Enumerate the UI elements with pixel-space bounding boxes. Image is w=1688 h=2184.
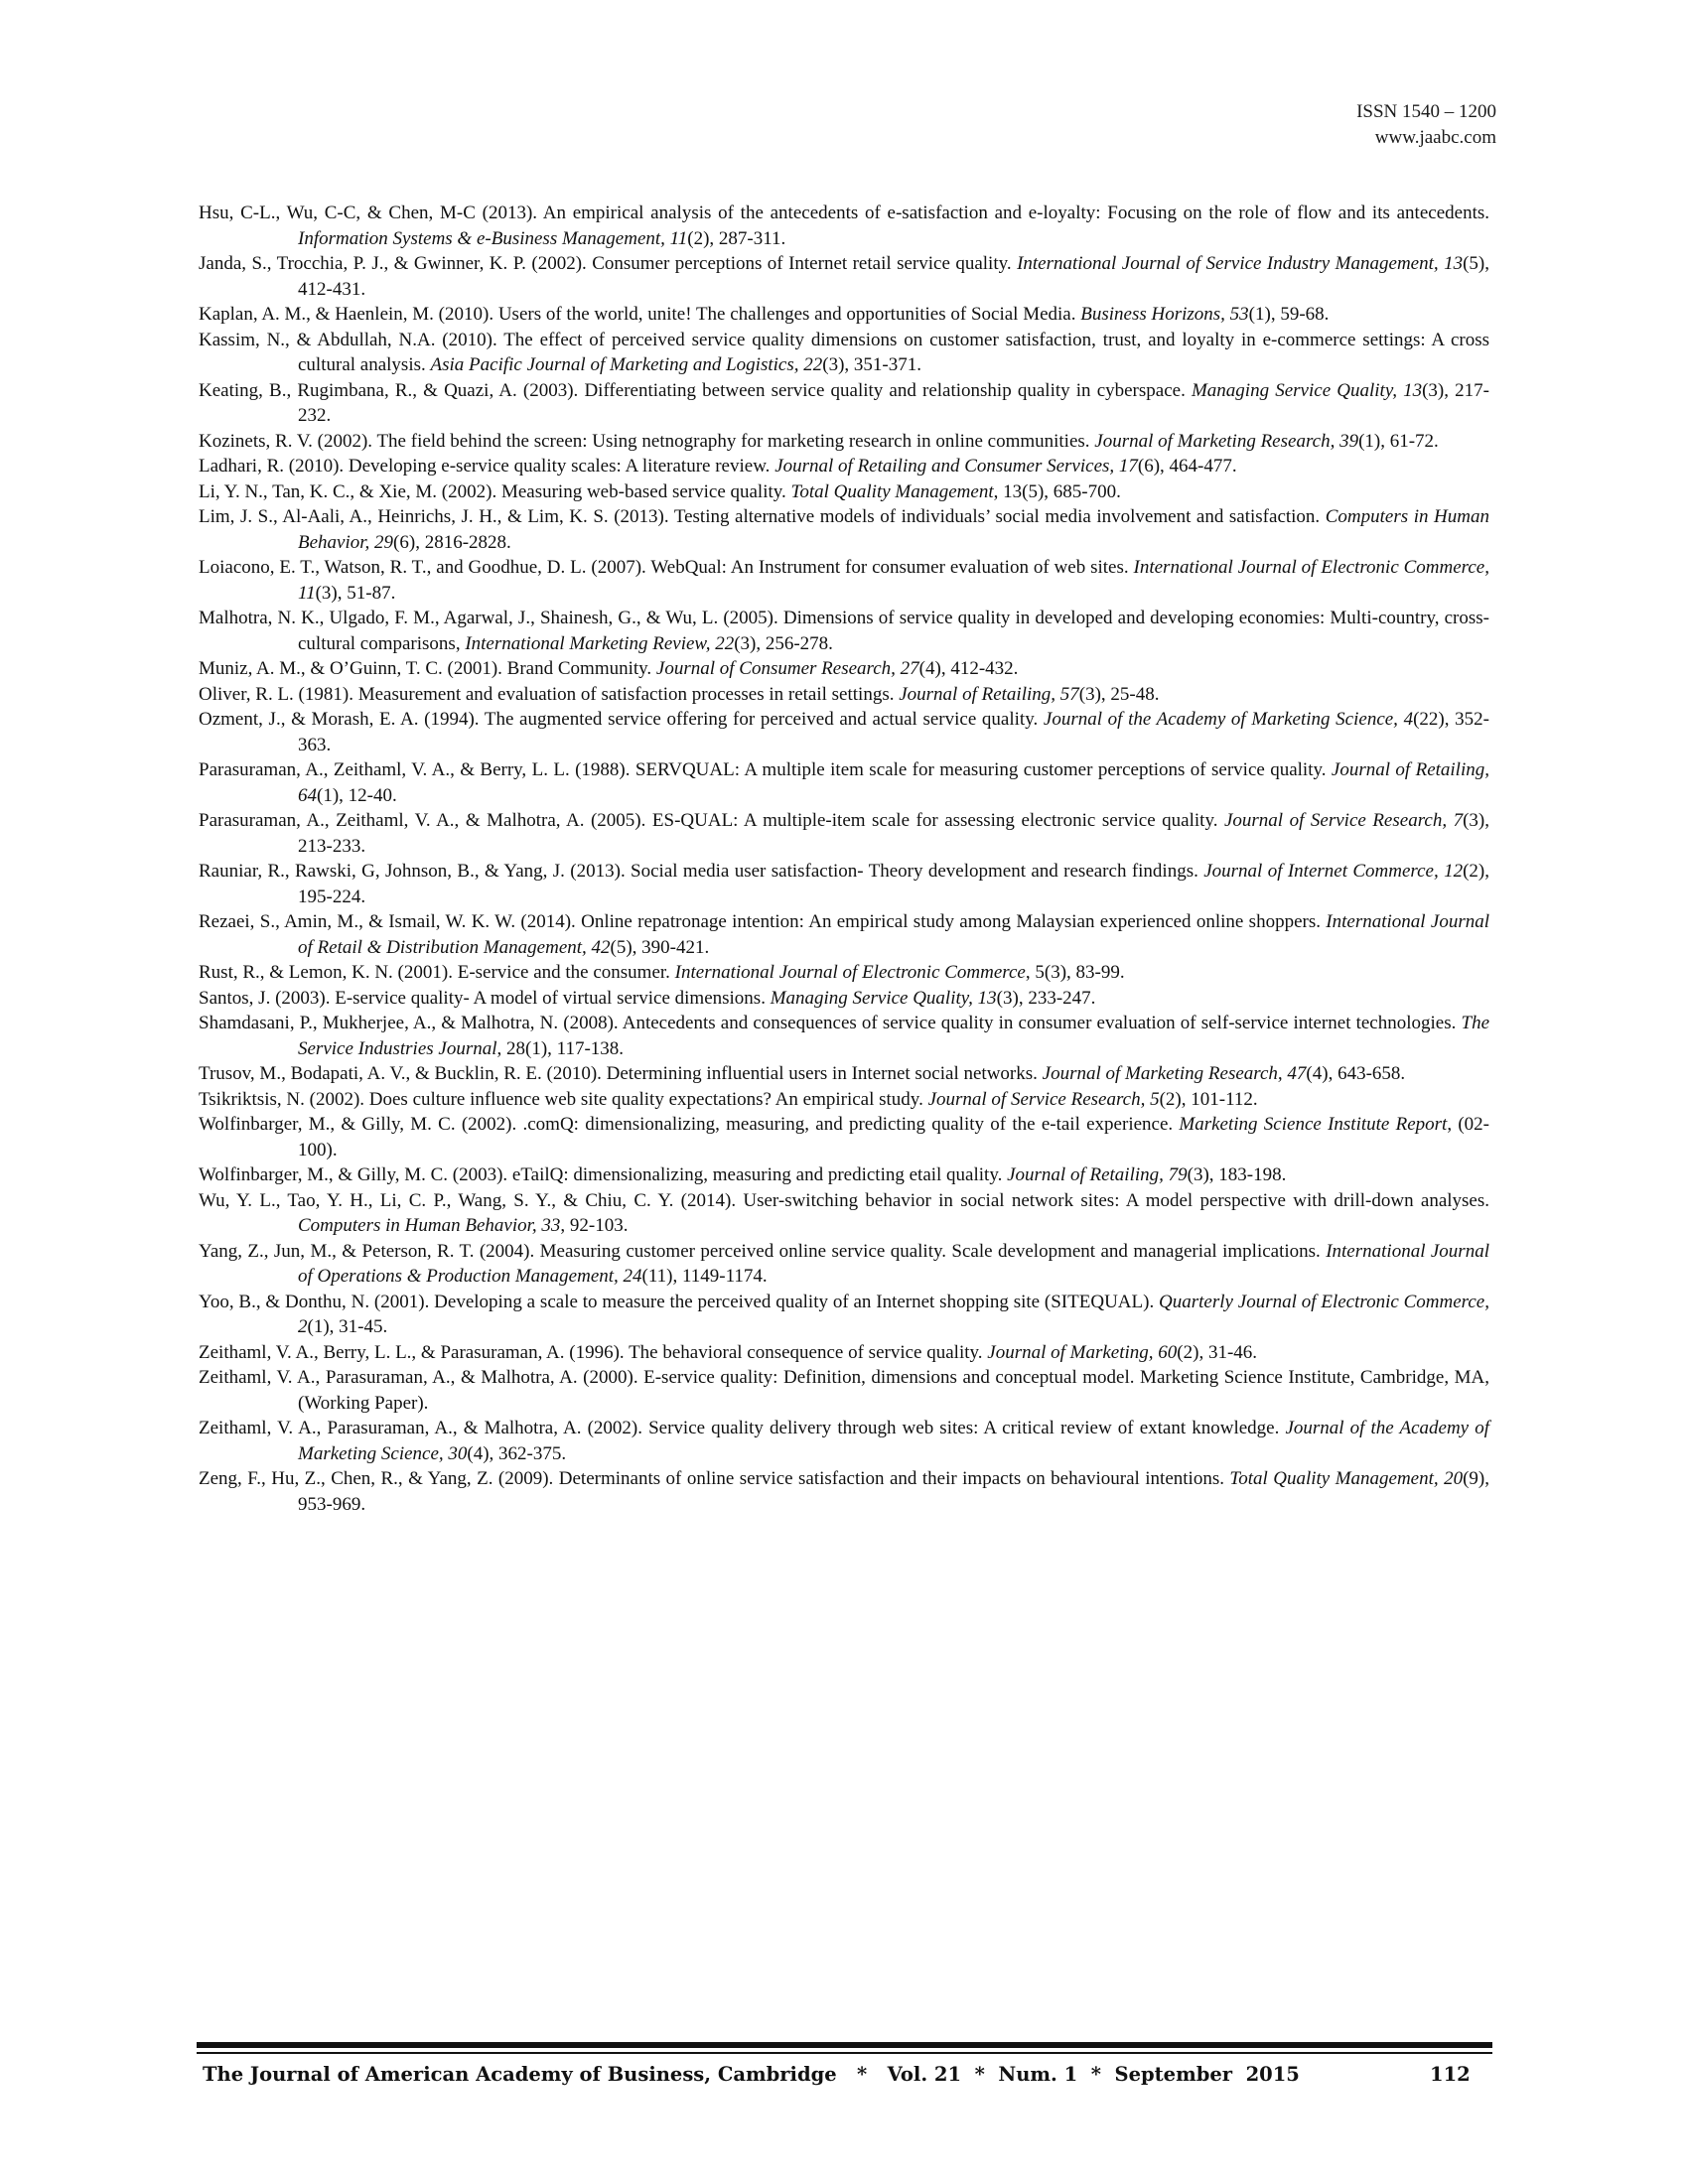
reference-journal: International Journal of Service Industry Management, 13 (1017, 253, 1464, 274)
reference-volume-pages: (1), 12-40. (317, 784, 397, 806)
reference-entry (199, 1087, 1489, 1113)
reference-journal: Journal of Retailing, 79 (1007, 1164, 1188, 1185)
reference-journal: Journal of the Academy of Marketing Science, 4 (1043, 709, 1414, 730)
reference-journal: Journal of Internet Commerce, 12 (1203, 861, 1464, 882)
reference-entry (199, 656, 1489, 682)
reference-journal: Marketing Science Institute Report (1179, 1114, 1448, 1135)
reference-entry (199, 555, 1489, 606)
reference-volume-pages: (5), 390-421. (610, 936, 710, 958)
reference-text: Rezaei, S., Amin, M., & Ismail, W. K. W. (2014). Online repatronage intention: An empirical study among Malaysian experienced online shoppers. (199, 911, 1327, 932)
reference-entry (199, 1416, 1489, 1466)
issn-label: ISSN 1540 – 1200 (1356, 101, 1496, 122)
reference-journal: Journal of Retailing, 64 (298, 759, 1489, 806)
reference-journal: International Journal of Operations & Production Management, 24 (298, 1240, 1489, 1287)
reference-volume-pages: , (02-100). (298, 1114, 1489, 1160)
reference-journal: Journal of Consumer Research, 27 (655, 658, 919, 679)
reference-journal: The Service Industries Journal (298, 1013, 1489, 1059)
reference-volume-pages: (9), 953-969. (298, 1468, 1489, 1515)
reference-text: Kozinets, R. V. (2002). The field behind the screen: Using netnography for marketing research in online communities. (199, 430, 1095, 452)
reference-entry (199, 1466, 1489, 1517)
reference-journal: Managing Service Quality, 13 (770, 987, 997, 1009)
reference-text: Hsu, C-L., Wu, C-C, & Chen, M-C (2013). An empirical analysis of the antecedents of e-satisfaction and e-loyalty: Focusing on the role of flow and its antecedents. (199, 203, 1489, 223)
reference-text: Loiacono, E. T., Watson, R. T., and Goodhue, D. L. (2007). WebQual: An Instrument for consumer evaluation of web sites. (199, 557, 1134, 578)
reference-journal: Total Quality Management, 20 (1229, 1468, 1464, 1489)
reference-journal: Journal of Retailing, 57 (899, 683, 1079, 705)
reference-text: Parasuraman, A., Zeithaml, V. A., & Malhotra, A. (2005). ES-QUAL: A multiple-item scale for assessing electronic service quality. (199, 810, 1224, 831)
reference-journal: Quarterly Journal of Electronic Commerce, 2 (298, 1291, 1489, 1337)
reference-text: Tsikriktsis, N. (2002). Does culture influence web site quality expectations? An empirical study. (199, 1088, 928, 1110)
reference-volume-pages: (4), 412-432. (918, 658, 1019, 679)
reference-text: Rauniar, R., Rawski, G, Johnson, B., & Yang, J. (2013). Social media user satisfaction- Theory development and research findings. (199, 861, 1204, 882)
reference-volume-pages: (3), 217-232. (298, 379, 1489, 426)
reference-volume-pages: (1), 31-45. (307, 1316, 388, 1337)
reference-volume-pages: (5), 412-431. (298, 253, 1489, 300)
reference-text: Li, Y. N., Tan, K. C., & Xie, M. (2002). Measuring web-based service quality. (199, 480, 791, 502)
reference-journal: Business Horizons, 53 (1080, 304, 1249, 325)
reference-entry (199, 328, 1489, 378)
reference-journal: Journal of Service Research, 5 (927, 1088, 1160, 1110)
reference-entry (199, 986, 1489, 1012)
reference-entry (199, 302, 1489, 328)
reference-journal: Journal of the Academy of Marketing Science, 30 (298, 1418, 1489, 1464)
reference-entry (199, 479, 1489, 505)
reference-entry (199, 808, 1489, 859)
reference-entry (199, 1290, 1489, 1340)
reference-text: Keating, B., Rugimbana, R., & Quazi, A. (2003). Differentiating between service quality and relationship quality in cyberspace. (199, 379, 1192, 401)
reference-entry (199, 251, 1489, 302)
reference-entry (199, 682, 1489, 708)
reference-journal: Journal of Marketing, 60 (987, 1341, 1178, 1363)
reference-volume-pages: (6), 464-477. (1137, 456, 1237, 477)
reference-entry (199, 201, 1489, 251)
reference-volume-pages: (3), 51-87. (315, 582, 396, 604)
reference-volume-pages: (3), 233-247. (996, 987, 1096, 1009)
reference-volume-pages: (3), 351-371. (822, 354, 921, 375)
reference-text: Janda, S., Trocchia, P. J., & Gwinner, K. P. (2002). Consumer perceptions of Internet retail service quality. (199, 253, 1018, 274)
reference-volume-pages: (6), 2816-2828. (393, 531, 511, 553)
reference-text: Oliver, R. L. (1981). Measurement and evaluation of satisfaction processes in retail settings. (199, 683, 900, 705)
reference-volume-pages: (1), 59-68. (1248, 304, 1330, 325)
reference-volume-pages: , 5(3), 83-99. (1025, 962, 1125, 983)
reference-journal: International Journal of Retail & Distribution Management, 42 (298, 911, 1489, 958)
reference-volume-pages: (22), 352-363. (298, 709, 1489, 755)
reference-volume-pages: (3), 183-198. (1187, 1164, 1287, 1185)
page-footer (203, 2063, 1470, 2086)
reference-volume-pages: (3), 25-48. (1078, 683, 1160, 705)
reference-entry (199, 504, 1489, 555)
reference-volume-pages: , 28(1), 117-138. (496, 1037, 625, 1059)
reference-text: Rust, R., & Lemon, K. N. (2001). E-service and the consumer. (199, 962, 675, 983)
page-number: 112 (1430, 2063, 1471, 2086)
reference-journal: International Journal of Electronic Commerce, 11 (298, 557, 1489, 604)
website-label: www.jaabc.com (1374, 127, 1496, 148)
reference-volume-pages: (4), 643-658. (1306, 1063, 1406, 1084)
reference-journal: Total Quality Management (790, 480, 994, 502)
reference-journal: International Journal of Electronic Commerce (674, 962, 1026, 983)
reference-text: Ozment, J., & Morash, E. A. (1994). The augmented service offering for perceived and actual service quality. (199, 709, 1044, 730)
reference-journal: Computers in Human Behavior, 33 (298, 1215, 561, 1236)
reference-volume-pages: , 13(5), 685-700. (993, 480, 1121, 502)
reference-volume-pages: (2), 101-112. (1159, 1088, 1258, 1110)
reference-text: Shamdasani, P., Mukherjee, A., & Malhotra, N. (2008). Antecedents and consequences of service quality in consumer evaluation of self-service internet technologies. (199, 1013, 1462, 1033)
reference-text: Santos, J. (2003). E-service quality- A model of virtual service dimensions. (199, 987, 771, 1009)
reference-text: Trusov, M., Bodapati, A. V., & Bucklin, R. E. (2010). Determining influential users in Internet social networks. (199, 1063, 1043, 1084)
footer-rule-thick (197, 2042, 1492, 2048)
reference-entry (199, 859, 1489, 909)
reference-volume-pages: , 92-103. (560, 1215, 629, 1236)
reference-entry (199, 1239, 1489, 1290)
reference-entry (199, 1112, 1489, 1162)
reference-entry (199, 429, 1489, 455)
reference-entry (199, 1365, 1489, 1416)
reference-text: Wu, Y. L., Tao, Y. H., Li, C. P., Wang, S. Y., & Chiu, C. Y. (2014). User-switching behavior in social network sites: A model perspective with drill-down analyses. (199, 1189, 1489, 1211)
reference-journal: Journal of Retailing and Consumer Services, 17 (774, 456, 1138, 477)
reference-journal: Computers in Human Behavior, 29 (298, 506, 1489, 553)
reference-volume-pages: (3), 213-233. (298, 810, 1489, 857)
reference-entry (199, 454, 1489, 479)
reference-volume-pages: (2), 31-46. (1177, 1341, 1258, 1363)
reference-text: Zeithaml, V. A., Parasuraman, A., & Malhotra, A. (2000). E-service quality: Definition, dimensions and conceptual model. Marketing Science Institute, Cambridge, MA, (Working Paper). (199, 1367, 1489, 1414)
reference-entry (199, 606, 1489, 656)
reference-text: Kaplan, A. M., & Haenlein, M. (2010). Users of the world, unite! The challenges and opportunities of Social Media. (199, 304, 1081, 325)
reference-volume-pages: (2), 287-311. (687, 227, 786, 249)
reference-volume-pages: (3), 256-278. (734, 632, 833, 654)
reference-entry (199, 960, 1489, 986)
reference-text: Zeithaml, V. A., Berry, L. L., & Parasuraman, A. (1996). The behavioral consequence of service quality. (199, 1341, 988, 1363)
reference-text: Wolfinbarger, M., & Gilly, M. C. (2002). .comQ: dimensionalizing, measuring, and predicting quality of the e-tail experience. (199, 1114, 1180, 1135)
reference-journal: Journal of Service Research, 7 (1223, 810, 1464, 831)
reference-journal: International Marketing Review, 22 (465, 632, 735, 654)
reference-volume-pages: (1), 61-72. (1358, 430, 1439, 452)
reference-journal: Journal of Marketing Research, 39 (1094, 430, 1359, 452)
reference-entry (199, 378, 1489, 429)
page-header (1356, 99, 1496, 151)
reference-volume-pages: (2), 195-224. (298, 861, 1489, 907)
reference-text: Kassim, N., & Abdullah, N.A. (2010). The effect of perceived service quality dimensions on customer satisfaction, trust, and loyalty in e-commerce settings: A cross cultural analysis. (199, 329, 1489, 375)
reference-text: Yoo, B., & Donthu, N. (2001). Developing a scale to measure the perceived quality of an Internet shopping site (SITEQUAL). (199, 1291, 1160, 1312)
reference-list (199, 201, 1489, 1517)
reference-text: Wolfinbarger, M., & Gilly, M. C. (2003). eTailQ: dimensionalizing, measuring and predicting etail quality. (199, 1164, 1008, 1185)
reference-volume-pages: (4), 362-375. (467, 1442, 567, 1464)
reference-entry (199, 707, 1489, 757)
reference-journal: Managing Service Quality, 13 (1191, 379, 1423, 401)
footer-journal-info: The Journal of American Academy of Business, Cambridge * Vol. 21 * Num. 1 * September 2015 (203, 2063, 1300, 2086)
reference-text: Zeng, F., Hu, Z., Chen, R., & Yang, Z. (2009). Determinants of online service satisfaction and their impacts on behavioural intentions. (199, 1468, 1230, 1489)
reference-entry (199, 909, 1489, 960)
reference-text: Ladhari, R. (2010). Developing e-service quality scales: A literature review. (199, 456, 775, 477)
reference-entry (199, 1340, 1489, 1366)
reference-entry (199, 1188, 1489, 1239)
reference-text: Lim, J. S., Al-Aali, A., Heinrichs, J. H., & Lim, K. S. (2013). Testing alternative models of individuals’ social media involvement and satisfaction. (199, 506, 1326, 527)
reference-text: Yang, Z., Jun, M., & Peterson, R. T. (2004). Measuring customer perceived online service quality. Scale development and managerial implications. (199, 1240, 1327, 1262)
reference-text: Malhotra, N. K., Ulgado, F. M., Agarwal, J., Shainesh, G., & Wu, L. (2005). Dimensions of service quality in developed and developing economies: Multi-country, cross-cultural comparisons, (199, 608, 1489, 654)
reference-volume-pages: (11), 1149-1174. (641, 1266, 768, 1287)
reference-journal: Information Systems & e-Business Management, 11 (298, 227, 688, 249)
reference-text: Zeithaml, V. A., Parasuraman, A., & Malhotra, A. (2002). Service quality delivery through web sites: A critical review of extant knowledge. (199, 1418, 1286, 1438)
reference-journal: Asia Pacific Journal of Marketing and Logistics, 22 (430, 354, 823, 375)
reference-entry (199, 1011, 1489, 1061)
reference-entry (199, 757, 1489, 808)
reference-entry (199, 1162, 1489, 1188)
footer-rule-thin (197, 2052, 1492, 2054)
reference-text: Muniz, A. M., & O’Guinn, T. C. (2001). Brand Community. (199, 658, 656, 679)
reference-journal: Journal of Marketing Research, 47 (1042, 1063, 1307, 1084)
reference-entry (199, 1061, 1489, 1087)
reference-text: Parasuraman, A., Zeithaml, V. A., & Berry, L. L. (1988). SERVQUAL: A multiple item scale for measuring customer perceptions of service quality. (199, 759, 1332, 780)
